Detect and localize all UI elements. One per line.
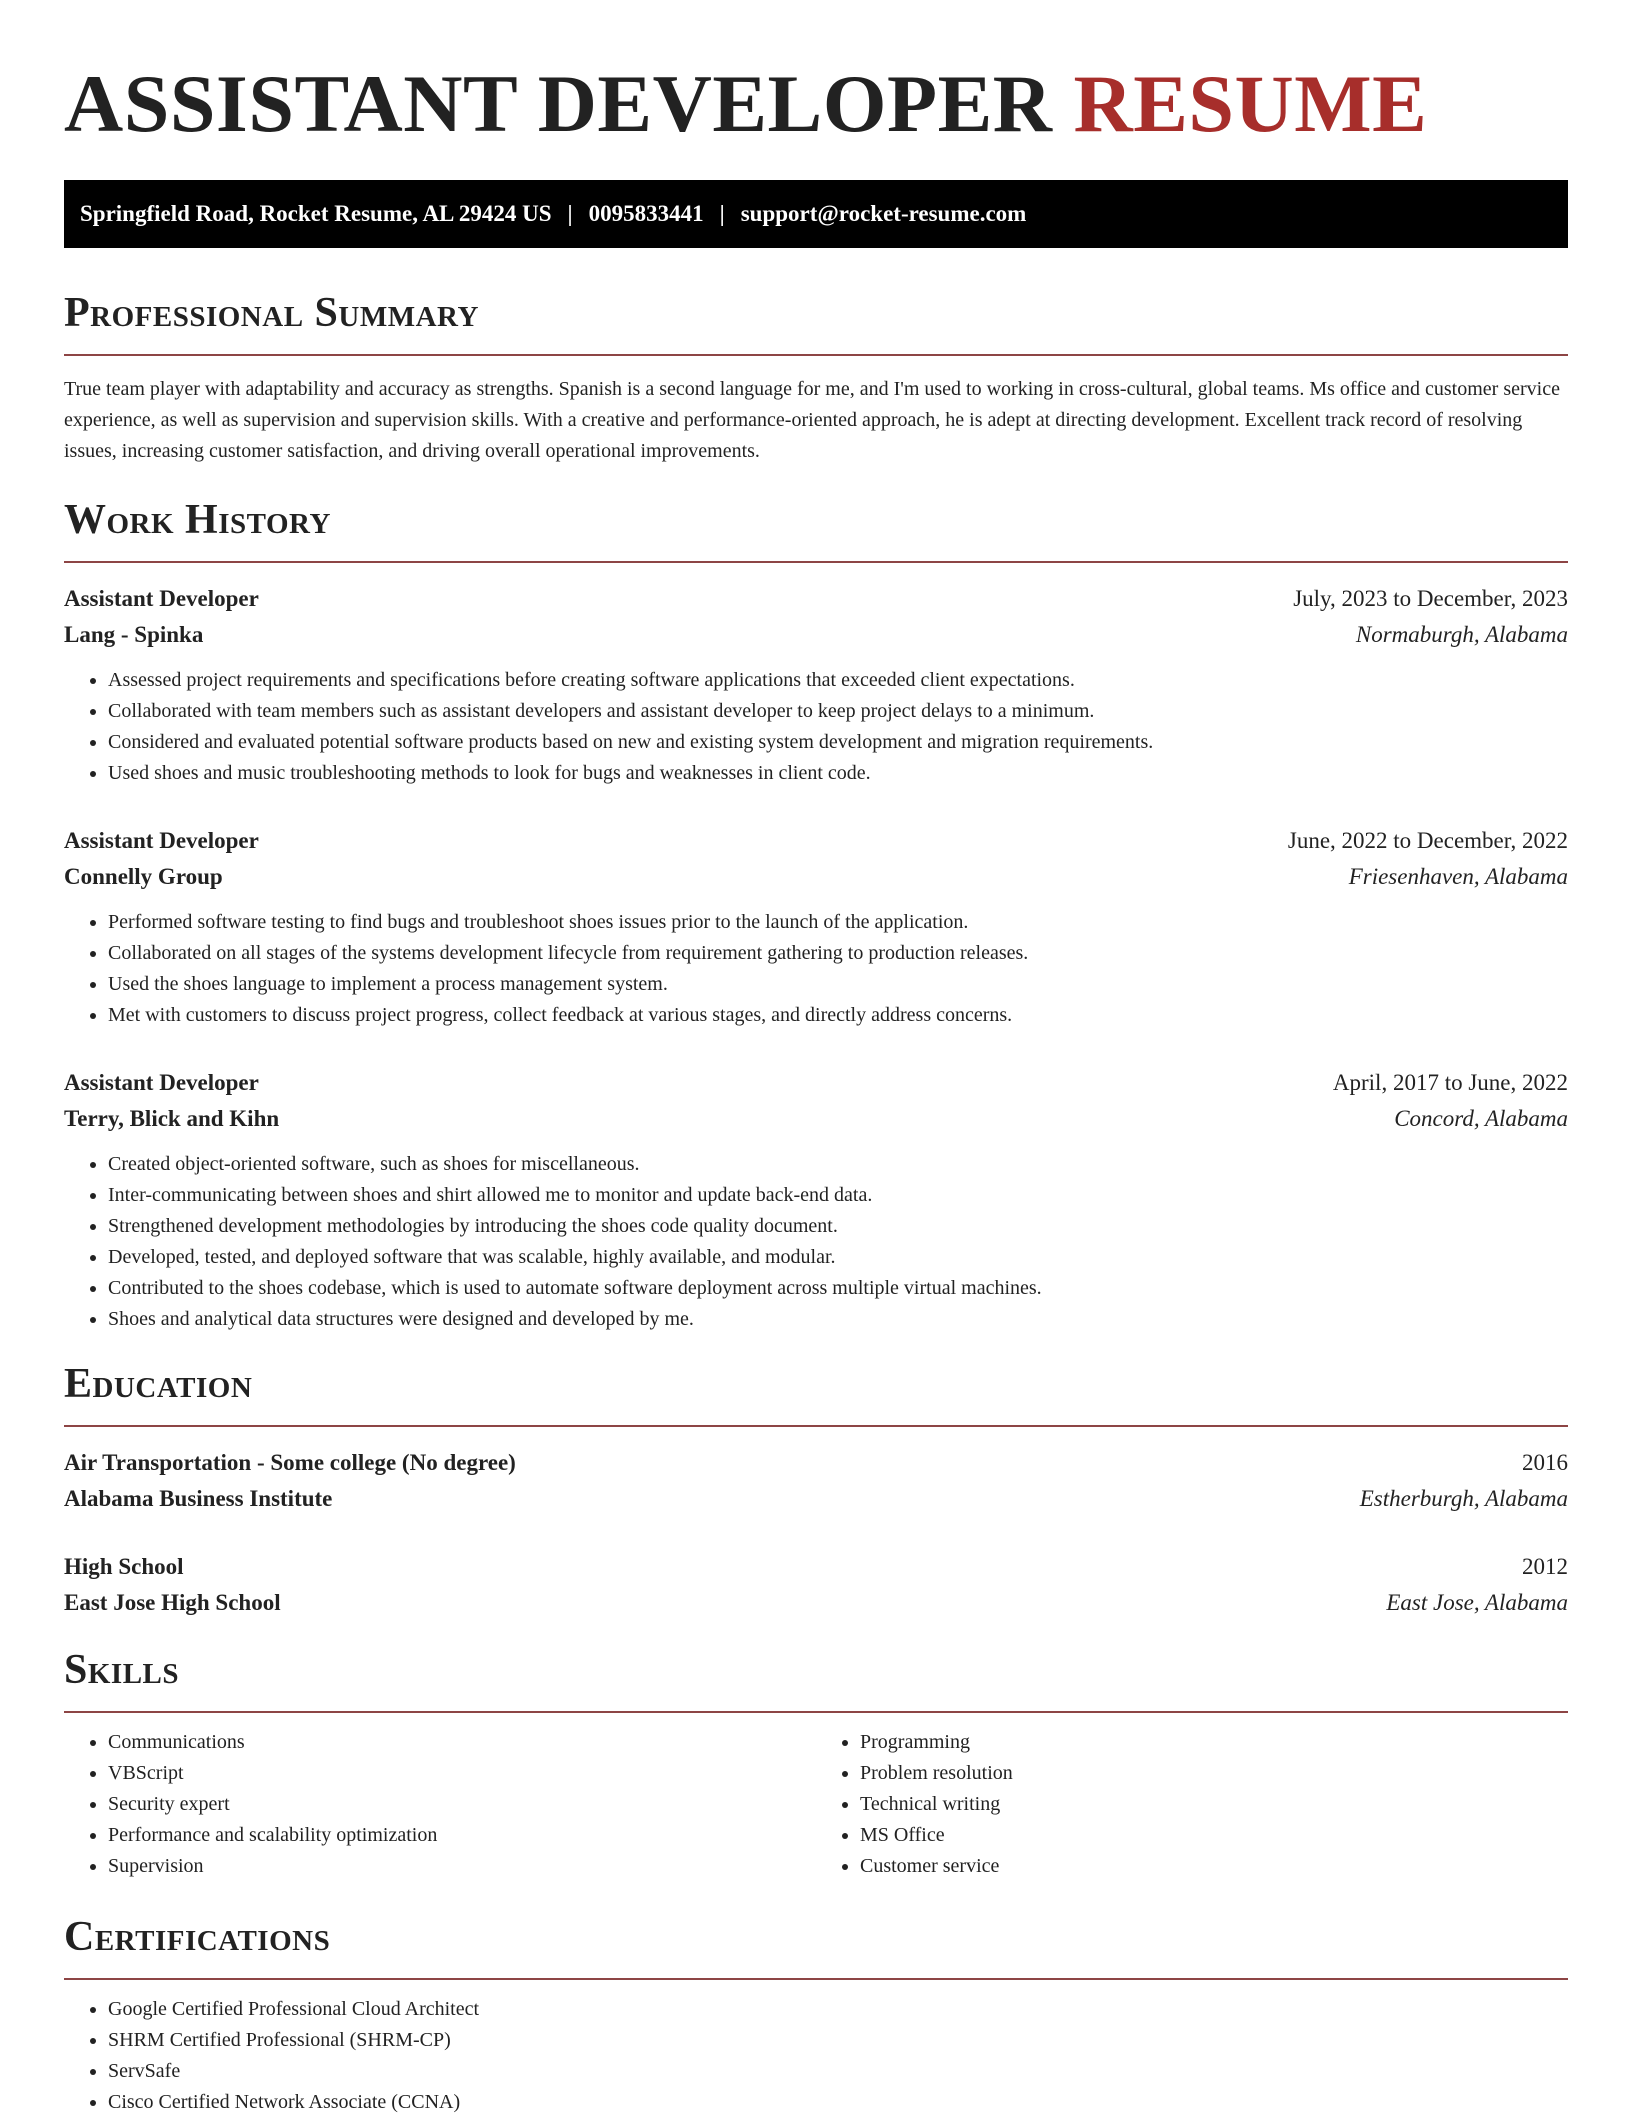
skill-item: • Communications — [108, 1727, 816, 1758]
job-bullet: • Collaborated on all stages of the systems development lifecycle from requirement gathering to production releases. — [108, 938, 1568, 969]
school-name: East Jose High School — [64, 1590, 281, 1615]
skill-item: • Programming — [860, 1727, 1568, 1758]
skill-item: • Supervision — [108, 1851, 816, 1882]
contact-address: Springfield Road, Rocket Resume, AL 29424 US — [80, 201, 552, 226]
job-dates: April, 2017 to June, 2022 — [1332, 1070, 1568, 1095]
summary-heading: Professional Summary — [64, 290, 479, 336]
job-dates: June, 2022 to December, 2022 — [1287, 828, 1568, 853]
job-bullets — [64, 665, 1568, 789]
job-bullet: • Assessed project requirements and specifications before creating software applications that exceeded client expectations. — [108, 665, 1568, 696]
job-bullets — [64, 907, 1568, 1031]
job-title: Assistant Developer — [64, 1070, 259, 1095]
job-location: Concord, Alabama — [1394, 1106, 1568, 1131]
certifications-heading: Certifications — [64, 1914, 331, 1960]
title-main: ASSISTANT DEVELOPER — [64, 58, 1053, 149]
skills-grid — [64, 1727, 1568, 1882]
skills-heading: Skills — [64, 1647, 180, 1693]
contact-phone: 0095833441 — [588, 201, 704, 226]
skills-section — [64, 1645, 1568, 1882]
certifications-section — [64, 1912, 1568, 2118]
certification-item: • ServSafe — [108, 2056, 1568, 2087]
job-bullet: • Performed software testing to find bugs and troubleshoot shoes issues prior to the launch of the application. — [108, 907, 1568, 938]
degree: High School — [64, 1554, 184, 1579]
work-entry-header — [64, 581, 1568, 617]
work-history-section — [64, 495, 1568, 1335]
skill-item: • Technical writing — [860, 1789, 1568, 1820]
contact-separator: | — [719, 201, 725, 226]
education-section — [64, 1359, 1568, 1621]
contact-separator: | — [567, 201, 573, 226]
certification-item: • SHRM Certified Professional (SHRM-CP) — [108, 2025, 1568, 2056]
certification-item: • Cisco Certified Network Associate (CCNA) — [108, 2087, 1568, 2118]
work-entry — [64, 581, 1568, 789]
skill-item: • MS Office — [860, 1820, 1568, 1851]
skill-item: • Customer service — [860, 1851, 1568, 1882]
job-bullet: • Used the shoes language to implement a process management system. — [108, 969, 1568, 1000]
company-name: Terry, Blick and Kihn — [64, 1106, 280, 1131]
section-divider — [64, 1978, 1568, 1980]
company-name: Lang - Spinka — [64, 622, 204, 647]
job-dates: July, 2023 to December, 2023 — [1293, 586, 1568, 611]
skills-column-left — [64, 1727, 816, 1882]
graduation-year: 2012 — [1522, 1554, 1568, 1579]
job-bullet: • Contributed to the shoes codebase, which is used to automate software deployment across multiple virtual machines. — [108, 1273, 1568, 1304]
education-heading: Education — [64, 1361, 253, 1407]
school-location: Estherburgh, Alabama — [1359, 1486, 1568, 1511]
work-entry-subheader — [64, 617, 1568, 653]
work-entry-header — [64, 1065, 1568, 1101]
job-bullet: • Used shoes and music troubleshooting methods to look for bugs and weaknesses in client code. — [108, 758, 1568, 789]
skills-column-right — [816, 1727, 1568, 1882]
job-bullet: • Strengthened development methodologies by introducing the shoes code quality document. — [108, 1211, 1568, 1242]
section-divider — [64, 561, 1568, 563]
work-history-heading: Work History — [64, 497, 331, 543]
work-entry-subheader — [64, 1101, 1568, 1137]
job-bullet: • Considered and evaluated potential software products based on new and existing system development and migration requirements. — [108, 727, 1568, 758]
education-entry — [64, 1445, 1568, 1517]
job-bullets — [64, 1149, 1568, 1335]
skill-item: • Performance and scalability optimization — [108, 1820, 816, 1851]
job-bullet: • Collaborated with team members such as assistant developers and assistant developer to keep project delays to a minimum. — [108, 696, 1568, 727]
resume-title — [64, 0, 1568, 152]
work-entry-header — [64, 823, 1568, 859]
section-divider — [64, 1711, 1568, 1713]
job-bullet: • Developed, tested, and deployed software that was scalable, highly available, and modular. — [108, 1242, 1568, 1273]
work-entries — [64, 581, 1568, 1335]
section-divider — [64, 1425, 1568, 1427]
education-entry-header — [64, 1445, 1568, 1481]
degree: Air Transportation - Some college (No degree) — [64, 1450, 516, 1475]
work-entry — [64, 823, 1568, 1031]
job-title: Assistant Developer — [64, 586, 259, 611]
contact-email: support@rocket-resume.com — [740, 201, 1027, 226]
job-bullet: • Shoes and analytical data structures were designed and developed by me. — [108, 1304, 1568, 1335]
skill-item: • VBScript — [108, 1758, 816, 1789]
summary-text: True team player with adaptability and accuracy as strengths. Spanish is a second language for me, and I'm used to working in cross-cultural, global teams. Ms office and customer service experience, as well as supervision and supervision skills. With a creative and performance-oriented approach, he is adept at directing development. Excellent track record of resolving issues, increasing customer satisfaction, and driving overall operational improvements. — [64, 378, 1560, 462]
job-location: Friesenhaven, Alabama — [1348, 864, 1568, 889]
job-title: Assistant Developer — [64, 828, 259, 853]
work-entry-subheader — [64, 859, 1568, 895]
skill-item: • Problem resolution — [860, 1758, 1568, 1789]
education-entries — [64, 1445, 1568, 1621]
summary-section — [64, 288, 1568, 467]
education-entry-header — [64, 1549, 1568, 1585]
job-location: Normaburgh, Alabama — [1355, 622, 1568, 647]
certification-item: • Google Certified Professional Cloud Architect — [108, 1994, 1568, 2025]
certifications-list — [64, 1994, 1568, 2118]
company-name: Connelly Group — [64, 864, 223, 889]
section-divider — [64, 354, 1568, 356]
contact-bar — [64, 180, 1568, 248]
job-bullet: • Met with customers to discuss project progress, collect feedback at various stages, and directly address concerns. — [108, 1000, 1568, 1031]
work-entry — [64, 1065, 1568, 1335]
job-bullet: • Inter-communicating between shoes and shirt allowed me to monitor and update back-end data. — [108, 1180, 1568, 1211]
education-entry-subheader — [64, 1481, 1568, 1517]
school-name: Alabama Business Institute — [64, 1486, 333, 1511]
school-location: East Jose, Alabama — [1386, 1590, 1568, 1615]
title-accent: RESUME — [1073, 58, 1428, 149]
skill-item: • Security expert — [108, 1789, 816, 1820]
education-entry — [64, 1549, 1568, 1621]
education-entry-subheader — [64, 1585, 1568, 1621]
resume-content — [64, 0, 1568, 2118]
graduation-year: 2016 — [1522, 1450, 1568, 1475]
job-bullet: • Created object-oriented software, such as shoes for miscellaneous. — [108, 1149, 1568, 1180]
